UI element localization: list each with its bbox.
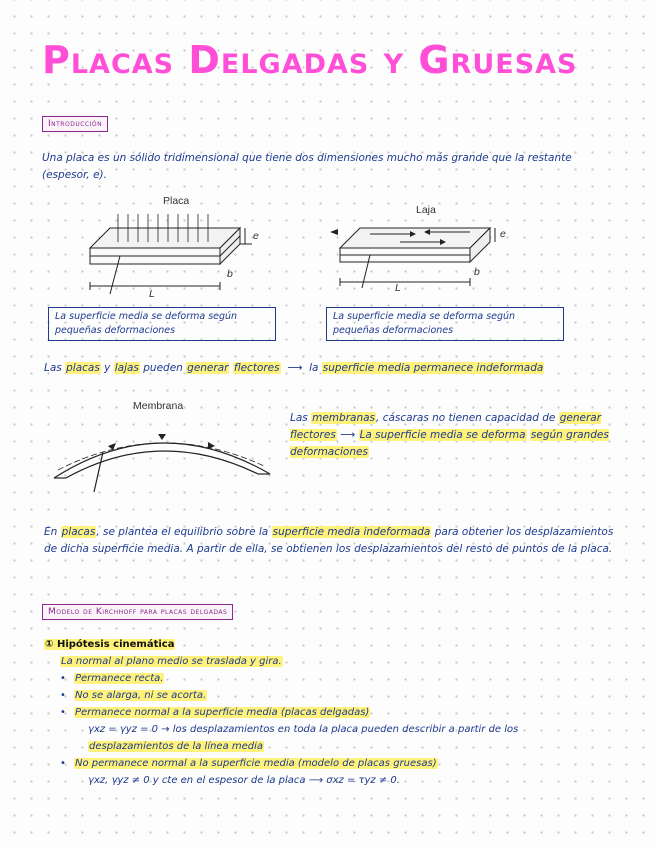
laja-label: Laja <box>416 204 436 216</box>
placa-label: Placa <box>163 195 190 207</box>
membrana-text <box>290 410 620 461</box>
section-header-intro: Introducción <box>42 116 108 132</box>
membrana-arrow: ⟶ <box>340 429 356 441</box>
equilibrio-c: para obtener los desplazamientos de dicha superficie media. A partir de ella, se obtienen los desplazamientos del resto de puntos de la placa. <box>44 526 614 555</box>
intro-text: Una placa es un sólido tridimensional que tiene dos dimensiones mucho más grande que la restante (espesor, e). <box>42 152 572 181</box>
flectores-sup: superficie media permanece indeformada <box>322 362 544 374</box>
placa-b-label: b <box>227 268 233 280</box>
laja-note-box: La superficie media se deforma según pequeñas deformaciones <box>326 307 564 341</box>
hipotesis-item-4: • No permanece normal a la superficie media (modelo de placas gruesas) <box>60 755 619 772</box>
equilibrio-sup: superficie media indeformada <box>272 526 431 538</box>
equilibrio-b: , se plantea el equilibrio sobre la <box>96 526 269 538</box>
section-header-kirchhoff: Modelo de Kirchhoff para placas delgadas <box>42 604 233 620</box>
laja-L-label: L <box>395 282 401 294</box>
hipotesis-intro: La normal al plano medio se traslada y gira. <box>61 656 282 667</box>
flectores-lajas: lajas <box>114 362 139 374</box>
membrana-l1b: , cáscaras no tienen capacidad de <box>376 412 556 424</box>
hipotesis-sub-1a: γxz = γyz = 0 → los desplazamientos en toda la placa pueden describir a partir de los <box>88 724 519 735</box>
placa-diagram <box>80 208 270 303</box>
laja-diagram <box>330 218 520 298</box>
laja-b-label: b <box>474 266 480 278</box>
flectores-y: y <box>104 362 111 374</box>
flectores-word: flectores <box>233 362 280 374</box>
page-title: Placas Delgadas y Gruesas <box>42 38 578 82</box>
equilibrio-text <box>44 524 618 558</box>
flectores-pueden: pueden <box>143 362 183 374</box>
equilibrio-a: En <box>44 526 58 538</box>
membrana-diagram <box>48 416 283 496</box>
arrow-icon: ⟶ <box>287 362 303 374</box>
flectores-la: la <box>309 362 319 374</box>
hipotesis-item-1: • Permanece recta. <box>60 670 619 687</box>
flectores-a: Las <box>44 362 62 374</box>
membrana-generar: generar flectores <box>290 412 602 441</box>
hipotesis-title: ① Hipótesis cinemática <box>45 639 175 650</box>
placa-L-label: L <box>149 288 155 300</box>
equilibrio-placas: placas <box>61 526 96 538</box>
placa-note-box: La superficie media se deforma según pequeñas deformaciones <box>48 307 276 341</box>
hipotesis-block <box>44 636 619 789</box>
flectores-line <box>44 360 624 377</box>
hipotesis-item-2: • No se alarga, ni se acorta. <box>60 687 619 704</box>
membrana-label: Membrana <box>133 400 184 412</box>
membrana-word: membranas <box>312 412 376 424</box>
membrana-l1a: Las <box>290 412 308 424</box>
laja-e-label: e <box>500 228 506 240</box>
membrana-sup: La superficie media se deforma <box>359 429 526 441</box>
hipotesis-sub-1b: desplazamientos de la línea media <box>89 741 264 752</box>
hipotesis-sub-2: γxz, γyz ≠ 0 y cte en el espesor de la placa ⟶ σxz = τyz ≠ 0. <box>88 775 400 786</box>
flectores-generar: generar <box>187 362 229 374</box>
flectores-placas: placas <box>66 362 100 374</box>
membrana-segun: según grandes deformaciones <box>290 429 609 458</box>
hipotesis-item-3: • Permanece normal a la superficie media (placas delgadas) <box>60 704 619 721</box>
placa-e-label: e <box>253 230 259 242</box>
